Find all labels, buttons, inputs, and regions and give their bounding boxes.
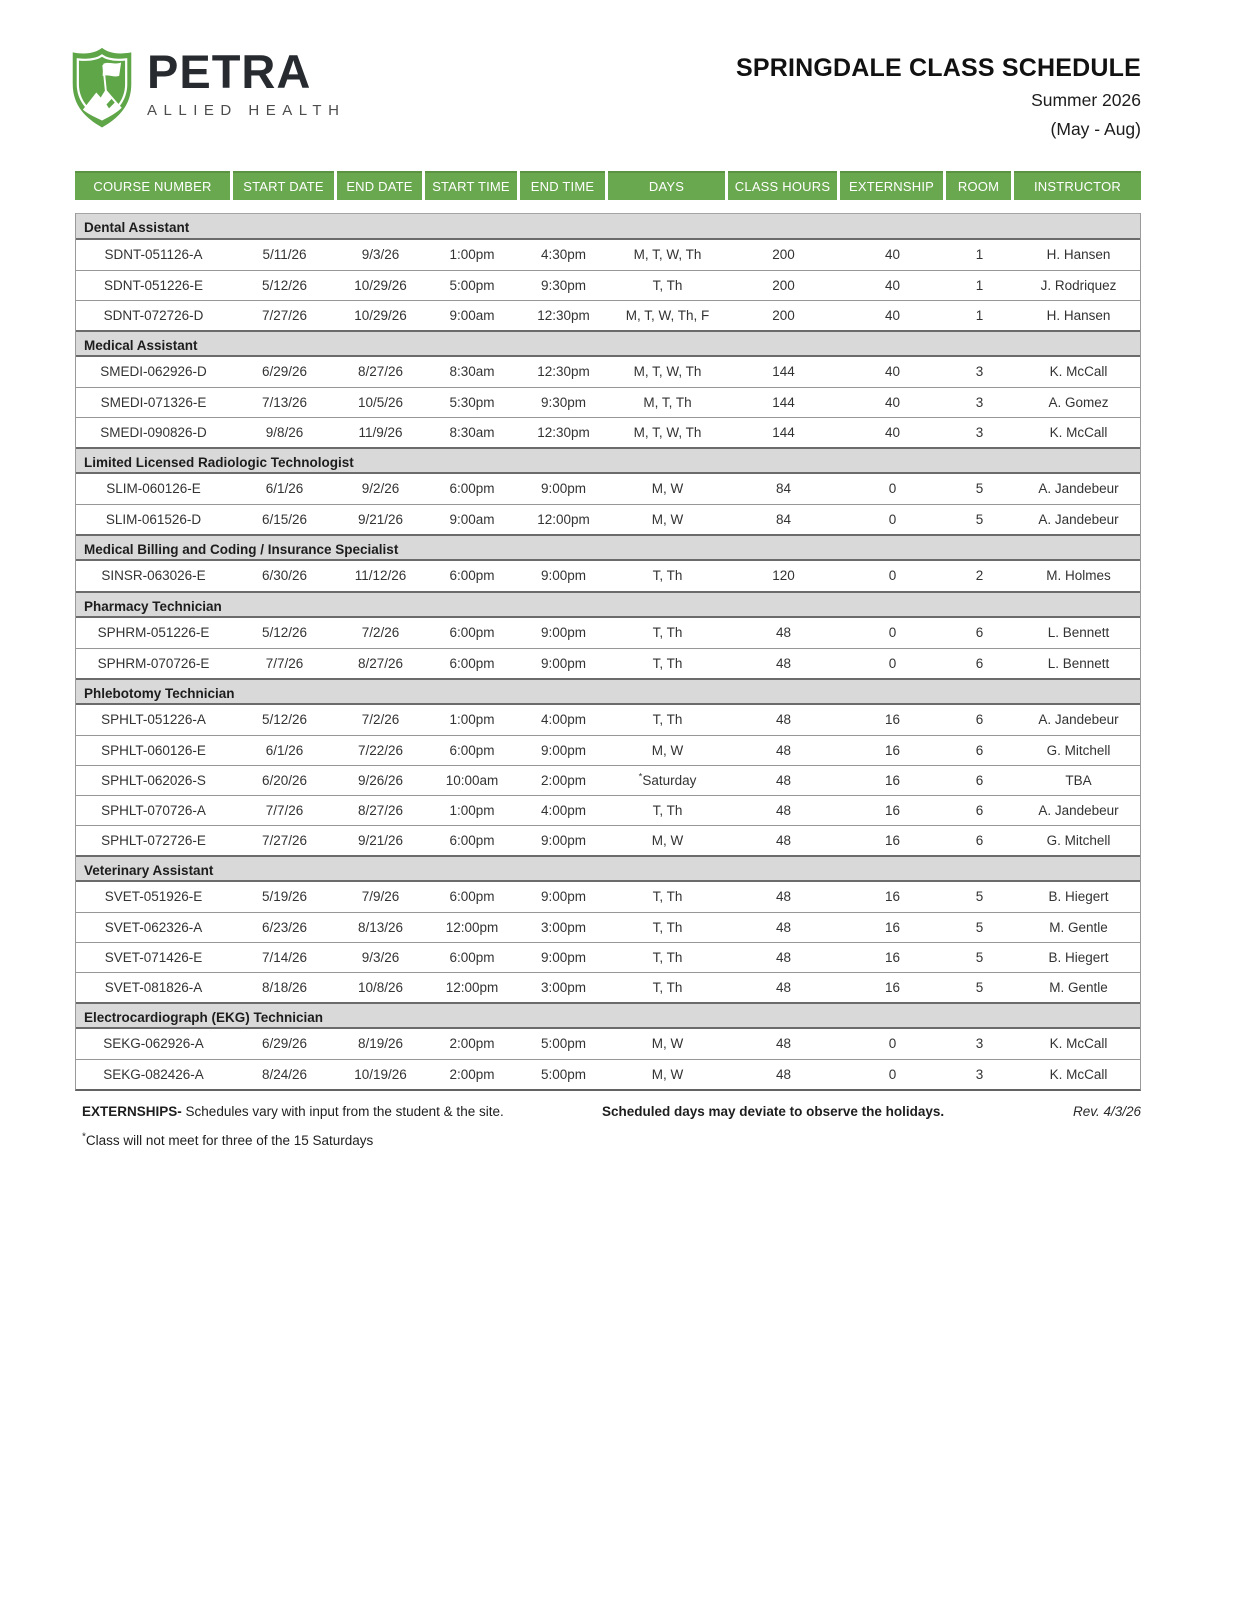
class-hours-cell: 48	[775, 832, 792, 848]
section-header: Dental Assistant	[76, 213, 1140, 240]
end-time-cell: 9:00pm	[540, 949, 587, 965]
days-cell: T, Th	[652, 277, 683, 293]
start-time-cell: 1:00pm	[449, 802, 495, 818]
saturday-note-text: Class will not meet for three of the 15 Saturdays	[85, 1132, 374, 1148]
instructor-cell: M. Gentle	[1049, 919, 1108, 935]
column-header-instructor: INSTRUCTOR	[1014, 171, 1141, 200]
room-cell: 2	[975, 568, 984, 584]
course-number-cell: SEKG-062926-A	[103, 1036, 204, 1052]
room-cell: 6	[975, 742, 984, 758]
class-hours-cell: 48	[775, 919, 792, 935]
room-cell: 3	[975, 394, 984, 410]
end-time-cell: 9:00pm	[540, 832, 587, 848]
room-cell: 5	[975, 979, 984, 995]
start-time-cell: 10:00am	[445, 772, 499, 788]
class-hours-cell: 48	[775, 889, 792, 905]
class-hours-cell: 48	[775, 655, 792, 671]
instructor-cell: J. Rodriquez	[1040, 277, 1117, 293]
room-cell: 5	[975, 481, 984, 497]
days-cell: M, T, W, Th	[633, 247, 702, 263]
end-date-cell: 7/9/26	[361, 889, 400, 905]
instructor-cell: A. Gomez	[1048, 394, 1109, 410]
end-date-cell: 9/21/26	[357, 832, 404, 848]
start-date-cell: 7/13/26	[261, 394, 308, 410]
course-number-cell: SPHRM-070726-E	[97, 655, 210, 671]
end-time-cell: 9:00pm	[540, 742, 587, 758]
externship-cell: 0	[888, 625, 897, 641]
externship-cell: 40	[884, 277, 901, 293]
instructor-cell: TBA	[1065, 772, 1092, 788]
room-cell: 6	[975, 832, 984, 848]
start-date-cell: 6/30/26	[261, 568, 308, 584]
course-number-cell: SVET-062326-A	[104, 919, 203, 935]
schedule-row	[76, 357, 1140, 387]
instructor-cell: M. Gentle	[1049, 979, 1108, 995]
days-cell: T, Th	[652, 802, 683, 818]
start-time-cell: 1:00pm	[449, 247, 495, 263]
schedule-row	[76, 765, 1140, 795]
column-header-start-date: START DATE	[233, 171, 334, 200]
room-cell: 6	[975, 802, 984, 818]
days-cell: T, Th	[652, 655, 683, 671]
end-time-cell: 9:00pm	[540, 889, 587, 905]
externship-cell: 0	[888, 481, 897, 497]
room-cell: 6	[975, 772, 984, 788]
end-time-cell: 5:00pm	[540, 1036, 587, 1052]
externships-label: EXTERNSHIPS-	[82, 1103, 182, 1119]
end-date-cell: 8/19/26	[357, 1036, 404, 1052]
end-date-cell: 7/2/26	[361, 625, 400, 641]
start-date-cell: 7/14/26	[261, 949, 308, 965]
externship-cell: 0	[888, 511, 897, 527]
externship-cell: 0	[888, 655, 897, 671]
days-cell: M, W	[651, 481, 684, 497]
start-time-cell: 8:30am	[449, 364, 495, 380]
end-time-cell: 12:00pm	[537, 511, 590, 527]
month-range-label: (May - Aug)	[1050, 118, 1141, 139]
externships-note	[82, 1104, 602, 1119]
instructor-cell: G. Mitchell	[1046, 832, 1111, 848]
room-cell: 1	[975, 307, 984, 323]
start-time-cell: 8:30am	[449, 424, 495, 440]
instructor-cell: A. Jandebeur	[1038, 712, 1119, 728]
start-date-cell: 5/19/26	[261, 889, 308, 905]
schedule-body	[75, 213, 1141, 1091]
class-hours-cell: 200	[772, 307, 795, 323]
course-number-cell: SPHLT-072726-E	[101, 832, 206, 848]
title-block	[736, 46, 1141, 141]
room-cell: 3	[975, 1066, 984, 1082]
start-date-cell: 7/27/26	[261, 832, 308, 848]
start-date-cell: 7/7/26	[265, 802, 304, 818]
room-cell: 3	[975, 1036, 984, 1052]
course-number-cell: SVET-051926-E	[104, 889, 203, 905]
externship-cell: 16	[884, 712, 901, 728]
room-cell: 5	[975, 511, 984, 527]
class-hours-cell: 48	[775, 979, 792, 995]
room-cell: 6	[975, 625, 984, 641]
schedule-row	[76, 705, 1140, 735]
instructor-cell: A. Jandebeur	[1038, 511, 1119, 527]
brand-name: PETRA	[147, 45, 312, 98]
revision-label: Rev. 4/3/26	[1072, 1103, 1141, 1119]
instructor-cell: L. Bennett	[1047, 655, 1110, 671]
class-hours-cell: 48	[775, 1036, 792, 1052]
start-time-cell: 12:00pm	[445, 919, 499, 935]
schedule-row	[76, 795, 1140, 825]
instructor-cell: K. McCall	[1049, 424, 1108, 440]
class-hours-cell: 48	[775, 772, 792, 788]
days-cell: T, Th	[652, 919, 683, 935]
end-date-cell: 9/3/26	[361, 247, 400, 263]
end-date-cell: 9/21/26	[357, 511, 404, 527]
days-cell: M, T, W, Th, F	[625, 307, 710, 323]
column-header-start-time: START TIME	[425, 171, 517, 200]
end-date-cell: 11/9/26	[358, 424, 403, 440]
start-time-cell: 6:00pm	[449, 832, 495, 848]
externship-cell: 0	[888, 1036, 897, 1052]
course-number-cell: SPHRM-051226-E	[97, 625, 210, 641]
externship-cell: 16	[884, 802, 901, 818]
course-number-cell: SPHLT-051226-A	[101, 712, 206, 728]
end-time-cell: 9:30pm	[540, 394, 587, 410]
section-header: Pharmacy Technician	[76, 591, 1140, 618]
end-time-cell: 5:00pm	[540, 1066, 587, 1082]
externship-cell: 16	[884, 979, 901, 995]
start-date-cell: 5/12/26	[261, 625, 308, 641]
instructor-cell: H. Hansen	[1046, 307, 1111, 323]
class-hours-cell: 200	[772, 247, 795, 263]
class-hours-cell: 48	[775, 1066, 792, 1082]
days-cell: T, Th	[652, 889, 683, 905]
course-number-cell: SPHLT-062026-S	[101, 772, 206, 788]
end-time-cell: 12:30pm	[537, 424, 590, 440]
course-number-cell: SVET-081826-A	[104, 979, 203, 995]
schedule-row	[76, 504, 1140, 534]
start-date-cell: 8/18/26	[261, 979, 308, 995]
footnotes	[82, 1104, 1141, 1148]
column-header-days: DAYS	[608, 171, 725, 200]
section-header: Limited Licensed Radiologic Technologist	[76, 447, 1140, 474]
end-date-cell: 10/29/26	[354, 307, 407, 323]
externship-cell: 16	[884, 742, 901, 758]
course-number-cell: SMEDI-062926-D	[100, 364, 207, 380]
externship-cell: 40	[884, 307, 901, 323]
instructor-cell: K. McCall	[1049, 1036, 1108, 1052]
schedule-header-row	[75, 171, 1141, 200]
days-cell: M, T, W, Th	[633, 364, 702, 380]
end-time-cell: 9:00pm	[540, 625, 587, 641]
start-date-cell: 7/27/26	[261, 307, 308, 323]
schedule-row	[76, 1059, 1140, 1089]
end-date-cell: 8/27/26	[357, 802, 404, 818]
column-header-room: ROOM	[946, 171, 1011, 200]
start-time-cell: 12:00pm	[445, 979, 499, 995]
days-cell: T, Th	[652, 568, 683, 584]
petra-logo	[70, 46, 345, 130]
class-hours-cell: 200	[772, 277, 795, 293]
externship-cell: 40	[884, 394, 901, 410]
class-schedule-table	[75, 171, 1141, 1091]
instructor-cell: K. McCall	[1049, 364, 1108, 380]
start-date-cell: 5/12/26	[261, 277, 308, 293]
end-time-cell: 4:00pm	[540, 712, 587, 728]
externship-cell: 16	[884, 919, 901, 935]
start-date-cell: 6/23/26	[261, 919, 308, 935]
holidays-note: Scheduled days may deviate to observe the holidays.	[602, 1103, 945, 1119]
page-header	[0, 46, 1237, 141]
externship-cell: 16	[884, 832, 901, 848]
brand-tagline: ALLIED HEALTH	[147, 101, 346, 119]
schedule-row	[76, 618, 1140, 648]
section-header: Medical Assistant	[76, 330, 1140, 357]
instructor-cell: B. Hiegert	[1048, 949, 1109, 965]
end-time-cell: 9:00pm	[540, 568, 587, 584]
externship-cell: 40	[884, 247, 901, 263]
instructor-cell: A. Jandebeur	[1038, 802, 1119, 818]
course-number-cell: SPHLT-060126-E	[101, 742, 206, 758]
instructor-cell: M. Holmes	[1046, 568, 1111, 584]
start-time-cell: 6:00pm	[449, 949, 495, 965]
schedule-row	[76, 1029, 1140, 1059]
class-hours-cell: 144	[772, 394, 795, 410]
course-number-cell: SVET-071426-E	[104, 949, 203, 965]
instructor-cell: H. Hansen	[1046, 247, 1111, 263]
class-hours-cell: 84	[775, 481, 792, 497]
course-number-cell: SPHLT-070726-A	[101, 802, 206, 818]
externship-cell: 16	[884, 889, 901, 905]
asterisk-mark: *	[82, 1131, 86, 1143]
logo-text	[147, 46, 345, 119]
start-date-cell: 7/7/26	[265, 655, 304, 671]
class-hours-cell: 144	[772, 364, 795, 380]
column-header-end-date: END DATE	[337, 171, 422, 200]
end-time-cell: 3:00pm	[540, 979, 587, 995]
end-time-cell: 3:00pm	[540, 919, 587, 935]
days-cell: T, Th	[652, 712, 683, 728]
course-number-cell: SMEDI-071326-E	[100, 394, 207, 410]
externship-cell: 16	[884, 949, 901, 965]
column-header-course-number: COURSE NUMBER	[75, 171, 230, 200]
end-date-cell: 11/12/26	[354, 568, 407, 584]
schedule-row	[76, 735, 1140, 765]
days-cell: M, W	[651, 511, 684, 527]
class-hours-cell: 48	[775, 949, 792, 965]
course-number-cell: SLIM-061526-D	[105, 511, 202, 527]
section-header: Electrocardiograph (EKG) Technician	[76, 1002, 1140, 1029]
start-time-cell: 6:00pm	[449, 481, 495, 497]
saturday-footnote	[82, 1133, 1141, 1148]
instructor-cell: K. McCall	[1049, 1066, 1108, 1082]
start-date-cell: 6/20/26	[261, 772, 308, 788]
days-cell: T, Th	[652, 949, 683, 965]
start-time-cell: 2:00pm	[449, 1036, 495, 1052]
end-date-cell: 7/2/26	[361, 712, 400, 728]
column-header-externship: EXTERNSHIP	[840, 171, 943, 200]
end-date-cell: 9/2/26	[361, 481, 400, 497]
start-date-cell: 6/1/26	[265, 742, 304, 758]
column-header-class-hours: CLASS HOURS	[728, 171, 837, 200]
start-time-cell: 5:30pm	[449, 394, 495, 410]
start-date-cell: 6/29/26	[261, 364, 308, 380]
end-time-cell: 9:30pm	[540, 277, 587, 293]
days-cell: M, W	[651, 832, 684, 848]
course-number-cell: SMEDI-090826-D	[100, 424, 207, 440]
start-date-cell: 5/11/26	[262, 247, 307, 263]
start-date-cell: 5/12/26	[261, 712, 308, 728]
schedule-row	[76, 240, 1140, 270]
class-hours-cell: 48	[775, 802, 792, 818]
schedule-row	[76, 882, 1140, 912]
start-time-cell: 6:00pm	[449, 889, 495, 905]
end-date-cell: 8/27/26	[357, 364, 404, 380]
end-date-cell: 10/8/26	[357, 979, 404, 995]
externships-text: Schedules vary with input from the student & the site.	[185, 1103, 504, 1119]
room-cell: 6	[975, 712, 984, 728]
end-time-cell: 4:00pm	[540, 802, 587, 818]
end-date-cell: 8/27/26	[357, 655, 404, 671]
end-date-cell: 7/22/26	[357, 742, 404, 758]
end-date-cell: 9/26/26	[357, 772, 404, 788]
schedule-row	[76, 561, 1140, 591]
schedule-row	[76, 417, 1140, 447]
start-time-cell: 6:00pm	[449, 568, 495, 584]
end-time-cell: 9:00pm	[540, 481, 587, 497]
class-hours-cell: 120	[772, 568, 795, 584]
start-time-cell: 9:00am	[449, 307, 495, 323]
end-date-cell: 10/19/26	[354, 1066, 407, 1082]
class-hours-cell: 48	[775, 625, 792, 641]
start-time-cell: 6:00pm	[449, 625, 495, 641]
externship-cell: 40	[884, 364, 901, 380]
class-hours-cell: 48	[775, 712, 792, 728]
instructor-cell: G. Mitchell	[1046, 742, 1111, 758]
days-cell: T, Th	[652, 979, 683, 995]
course-number-cell: SDNT-051226-E	[103, 277, 204, 293]
end-time-cell: 12:30pm	[537, 307, 590, 323]
days-cell: T, Th	[652, 625, 683, 641]
externship-cell: 16	[884, 772, 901, 788]
footnote-row-1	[82, 1104, 1141, 1119]
class-hours-cell: 84	[775, 511, 792, 527]
room-cell: 1	[975, 247, 984, 263]
room-cell: 3	[975, 424, 984, 440]
section-header: Phlebotomy Technician	[76, 678, 1140, 705]
end-time-cell: 12:30pm	[537, 364, 590, 380]
end-time-cell: 2:00pm	[540, 772, 587, 788]
start-time-cell: 1:00pm	[449, 712, 495, 728]
start-time-cell: 5:00pm	[449, 277, 495, 293]
start-time-cell: 9:00am	[449, 511, 495, 527]
instructor-cell: A. Jandebeur	[1038, 481, 1119, 497]
room-cell: 5	[975, 949, 984, 965]
end-date-cell: 9/3/26	[361, 949, 400, 965]
room-cell: 5	[975, 889, 984, 905]
days-cell: M, T, Th	[643, 394, 692, 410]
externship-cell: 0	[888, 1066, 897, 1082]
days-cell: M, W	[651, 1036, 684, 1052]
class-hours-cell: 144	[772, 424, 795, 440]
end-time-cell: 9:00pm	[540, 655, 587, 671]
room-cell: 3	[975, 364, 984, 380]
days-cell: M, W	[651, 742, 684, 758]
days-cell: M, W	[651, 1066, 684, 1082]
start-time-cell: 6:00pm	[449, 742, 495, 758]
schedule-row	[76, 825, 1140, 855]
course-number-cell: SDNT-051126-A	[104, 247, 203, 263]
course-number-cell: SINSR-063026-E	[101, 568, 206, 584]
days-cell: M, T, W, Th	[633, 424, 702, 440]
start-date-cell: 8/24/26	[261, 1066, 308, 1082]
schedule-row	[76, 972, 1140, 1002]
room-cell: 1	[975, 277, 984, 293]
page-title: SPRINGDALE CLASS SCHEDULE	[735, 54, 1141, 82]
end-time-cell: 4:30pm	[540, 247, 587, 263]
start-date-cell: 6/29/26	[261, 1036, 308, 1052]
schedule-row	[76, 474, 1140, 504]
schedule-row	[76, 300, 1140, 330]
end-date-cell: 10/29/26	[354, 277, 407, 293]
start-time-cell: 2:00pm	[449, 1066, 495, 1082]
start-date-cell: 9/8/26	[265, 424, 304, 440]
days-cell: *Saturday	[638, 772, 697, 788]
course-number-cell: SLIM-060126-E	[106, 481, 201, 497]
schedule-row	[76, 387, 1140, 417]
term-label: Summer 2026	[1031, 90, 1141, 110]
course-number-cell: SEKG-082426-A	[103, 1066, 204, 1082]
room-cell: 5	[975, 919, 984, 935]
column-header-end-time: END TIME	[520, 171, 605, 200]
instructor-cell: L. Bennett	[1047, 625, 1110, 641]
start-date-cell: 6/1/26	[265, 481, 304, 497]
instructor-cell: B. Hiegert	[1048, 889, 1109, 905]
externship-cell: 0	[888, 568, 897, 584]
course-number-cell: SDNT-072726-D	[103, 307, 204, 323]
schedule-row	[76, 912, 1140, 942]
externship-cell: 40	[884, 424, 901, 440]
start-time-cell: 6:00pm	[449, 655, 495, 671]
start-date-cell: 6/15/26	[261, 511, 308, 527]
section-header: Veterinary Assistant	[76, 855, 1140, 882]
schedule-row	[76, 648, 1140, 678]
section-header: Medical Billing and Coding / Insurance Specialist	[76, 534, 1140, 561]
class-hours-cell: 48	[775, 742, 792, 758]
schedule-row	[76, 942, 1140, 972]
end-date-cell: 10/5/26	[357, 394, 404, 410]
end-date-cell: 8/13/26	[357, 919, 404, 935]
schedule-row	[76, 270, 1140, 300]
petra-shield-icon	[70, 46, 134, 130]
room-cell: 6	[975, 655, 984, 671]
